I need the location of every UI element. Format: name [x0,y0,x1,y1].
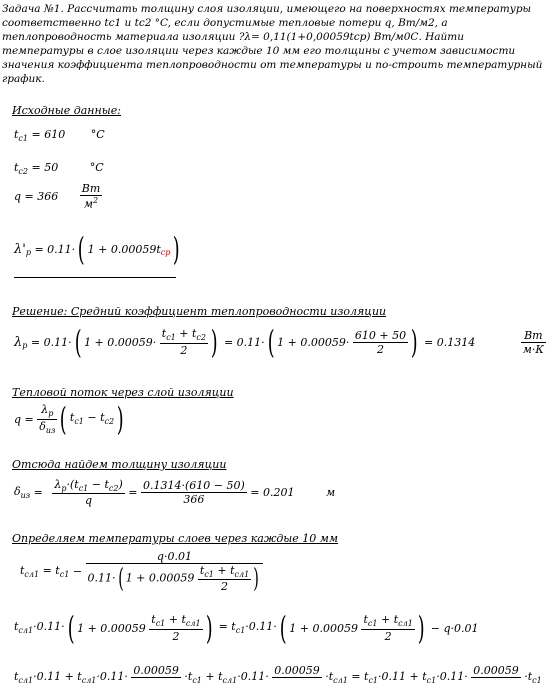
flux-formula: q = $\frac{\lambda_р}{\delta_{из}}$ ( $t_{c1} - t_{c2}$) [14,400,124,438]
tc2-line: $t_{c2} = 50$ °C [14,161,104,177]
solution-heading: Решение: Средний коэффициент теплопроводности изоляции [12,305,387,318]
layers-heading: Определяем температуры слоев через каждые 10 мм [12,532,339,545]
lambda-mean-formula: $\lambda_р = 0.11\cdot$( 1 + 0.00059· $\frac{t_{c1} + t_{c2}}{2}$ ) = 0.11·( 1 + 0.00059· $\frac{610 + 50}{2}$ ) = 0.1314 $\frac{Вт}{м\cdot К}$ [14,323,544,361]
q-line: q = 366 $\frac{Вт}{м^2}$ [14,182,101,211]
task-statement: Задача №1. Рассчитать толщину слоя изоляции, имеющего на поверхностях температуры соответственно tc1 и tc2 °C, если допустимые тепловые потери q, Вт/м2, а теплопроводность материала изоляции ?λ= 0,11(1+0,00059tср) Вт/м0С. Найти температуры в слое изоляции через каждые 10 мм его толщины с учетом зависимости значения коэффициента теплопроводности от температуры и по-строить температурный график. [2,3,543,85]
tc1-line: $t_{c1} = 610$ °C [14,128,105,144]
layer-formula-3: $t_{сл1}\cdot 0.11 + t_{сл1}\cdot 0.11\cdot$ 0.00059 $\cdot t_{c1} + t_{сл1}\cdot 0.11\cdot$ 0.00059 $\cdot t_{сл1} = t_{c1}\cdot 0.11 + t_{c1}\cdot 0.11\cdot$ 0.00059 $\cdot t_{c1}$ [14,664,542,686]
lambda-line: $\lambda'_р = 0.11\cdot$( $1 + 0.00059t_{ср}$) [14,230,181,268]
thickness-heading: Отсюда найдем толщину изоляции [12,458,227,471]
given-heading: Исходные данные: [12,104,121,117]
flux-heading: Тепловой поток через слой изоляции [12,386,234,399]
thickness-formula: $\delta_{из}$ = $\frac{\lambda_р\cdot(t_{c1} - t_{c2})}{q}$ = $\frac{0.1314\cdot(610 - 50)}{366}$ = 0.201 м [14,478,336,508]
layer-formula-1: $t_{сл1} = t_{c1}$ − q·0.01 0.11·( 1 + 0.00059 $\frac{t_{c1} + t_{сл1}}{2}$ ) [20,550,263,593]
layer-formula-2: $t_{сл1}\cdot 0.11\cdot$( 1 + 0.00059 $\frac{t_{c1} + t_{сл1}}{2}$ ) = $t_{c1}\cdot 0.11\cdot$( 1 + 0.00059 $\frac{t_{c1} + t_{сл1}}{2}$ ) − q·0.01 [14,609,479,647]
separator-line [14,277,176,278]
